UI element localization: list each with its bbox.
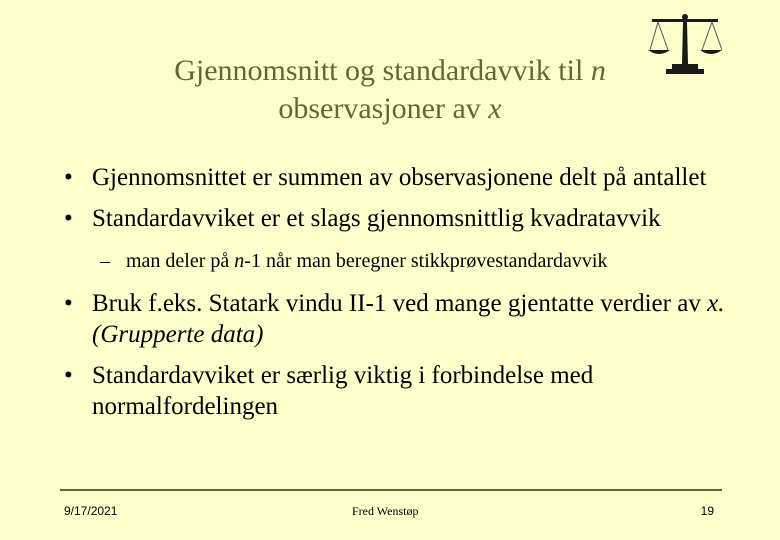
bullet-glyph: • bbox=[64, 164, 73, 191]
bullet-text: Bruk f.eks. Statark vindu II-1 ved mange gjentatte verdier av bbox=[92, 290, 708, 317]
title-line2-text: observasjoner av bbox=[278, 92, 489, 125]
title-line1-text: Gjennomsnitt og standardavvik til bbox=[174, 54, 591, 87]
bullet-variable-x: x bbox=[707, 290, 719, 317]
sub-bullet-text-suffix: -1 når man beregner stikkprøvestandardavvik bbox=[244, 250, 608, 272]
sub-bullet-item bbox=[64, 248, 754, 274]
bullet-glyph: • bbox=[64, 290, 73, 317]
footer-date: 9/17/2021 bbox=[64, 504, 118, 518]
bullet-item bbox=[64, 360, 754, 422]
title-line2 bbox=[60, 90, 720, 128]
bullet-item bbox=[64, 203, 754, 234]
bullet-list bbox=[64, 162, 754, 432]
title-variable-n: n bbox=[590, 54, 606, 87]
sub-bullet-text: man deler på bbox=[126, 250, 235, 272]
slide-title bbox=[60, 52, 720, 128]
bullet-item bbox=[64, 288, 754, 350]
sub-bullet-variable-n: n bbox=[234, 250, 245, 272]
bullet-text-suffix: . (Grupperte data) bbox=[92, 290, 725, 348]
bullet-text: Gjennomsnittet er summen av observasjonene delt på antallet bbox=[92, 164, 707, 191]
bullet-text: Standardavviket er særlig viktig i forbindelse med normalfordelingen bbox=[92, 362, 594, 420]
title-variable-x: x bbox=[488, 92, 502, 125]
bullet-glyph: • bbox=[64, 362, 73, 389]
footer-author: Fred Wenstøp bbox=[352, 504, 419, 518]
sub-bullet-glyph: – bbox=[100, 250, 110, 272]
bullet-glyph: • bbox=[64, 205, 73, 232]
footer-divider bbox=[60, 489, 722, 491]
balance-scale-icon bbox=[648, 12, 722, 76]
footer-page-number: 19 bbox=[700, 504, 714, 518]
bullet-text: Standardavviket er et slags gjennomsnittlig kvadratavvik bbox=[92, 205, 661, 232]
bullet-item bbox=[64, 162, 754, 193]
